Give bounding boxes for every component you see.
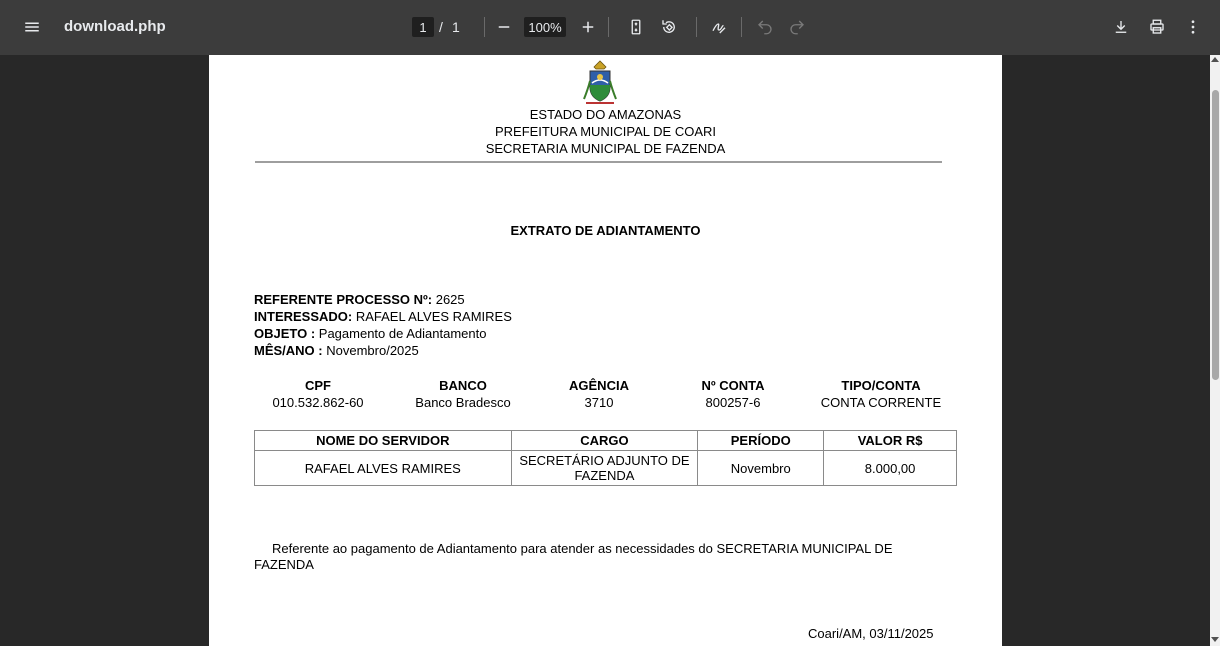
coat-of-arms-icon: [580, 59, 620, 107]
table-cell-period: Novembro: [698, 451, 824, 486]
toolbar-divider: [484, 17, 485, 37]
header-prefecture: PREFEITURA MUNICIPAL DE COARI: [494, 124, 717, 139]
bank-col-agency: AGÊNCIA 3710: [569, 378, 629, 410]
info-month-year: MÊS/ANO : Novembro/2025: [254, 343, 419, 358]
document-title-heading: EXTRATO DE ADIANTAMENTO: [510, 223, 701, 238]
header-state: ESTADO DO AMAZONAS: [529, 107, 682, 122]
table-row: [255, 451, 957, 486]
pdf-viewer[interactable]: [0, 55, 1210, 646]
minus-icon[interactable]: [490, 13, 518, 41]
pdf-toolbar: [0, 0, 1220, 55]
scroll-down-icon[interactable]: [1211, 637, 1219, 642]
rotate-icon[interactable]: [655, 13, 683, 41]
bank-col-account-type: TIPO/CONTA CONTA CORRENTE: [820, 378, 942, 410]
pdf-page: [209, 55, 1002, 646]
header-divider: [255, 161, 942, 163]
info-interested: INTERESSADO: RAFAEL ALVES RAMIRES: [254, 309, 512, 324]
table-header-row: [255, 431, 957, 451]
toolbar-divider: [741, 17, 742, 37]
download-icon[interactable]: [1107, 13, 1135, 41]
page-total: 1: [452, 19, 460, 35]
redo-icon[interactable]: [783, 13, 811, 41]
header-secretariat: SECRETARIA MUNICIPAL DE FAZENDA: [485, 141, 726, 156]
table-cell-role: SECRETÁRIO ADJUNTO DE FAZENDA: [511, 451, 698, 486]
description-paragraph: Referente ao pagamento de Adiantamento para atender as necessidades do SECRETARIA MUNICIPAL DE FAZENDA: [254, 541, 893, 572]
scroll-up-icon[interactable]: [1211, 57, 1219, 62]
table-cell-name: RAFAEL ALVES RAMIRES: [255, 451, 512, 486]
table-header: VALOR R$: [824, 431, 957, 451]
print-icon[interactable]: [1143, 13, 1171, 41]
document-title: download.php: [64, 18, 166, 35]
vertical-scrollbar[interactable]: [1210, 55, 1220, 646]
more-vert-icon[interactable]: [1179, 13, 1207, 41]
date-line: Coari/AM, 03/11/2025: [808, 626, 934, 641]
servant-table: [254, 430, 957, 486]
page-number-input[interactable]: 1: [412, 17, 434, 37]
info-object: OBJETO : Pagamento de Adiantamento: [254, 326, 487, 341]
menu-icon[interactable]: [18, 13, 46, 41]
bank-col-cpf: CPF 010.532.862-60: [272, 378, 364, 410]
toolbar-divider: [696, 17, 697, 37]
undo-icon[interactable]: [751, 13, 779, 41]
table-header: NOME DO SERVIDOR: [255, 431, 512, 451]
info-process: REFERENTE PROCESSO Nº: 2625: [254, 292, 465, 307]
scroll-thumb[interactable]: [1212, 90, 1219, 380]
page-separator: /: [439, 19, 443, 35]
bank-col-account: Nº CONTA 800257-6: [701, 378, 765, 410]
table-header: PERÍODO: [698, 431, 824, 451]
plus-icon[interactable]: [574, 13, 602, 41]
zoom-input[interactable]: 100%: [524, 17, 566, 37]
fit-page-icon[interactable]: [622, 13, 650, 41]
table-header: CARGO: [511, 431, 698, 451]
toolbar-divider: [608, 17, 609, 37]
table-cell-value: 8.000,00: [824, 451, 957, 486]
draw-icon[interactable]: [705, 13, 733, 41]
bank-col-bank: BANCO Banco Bradesco: [415, 378, 511, 410]
